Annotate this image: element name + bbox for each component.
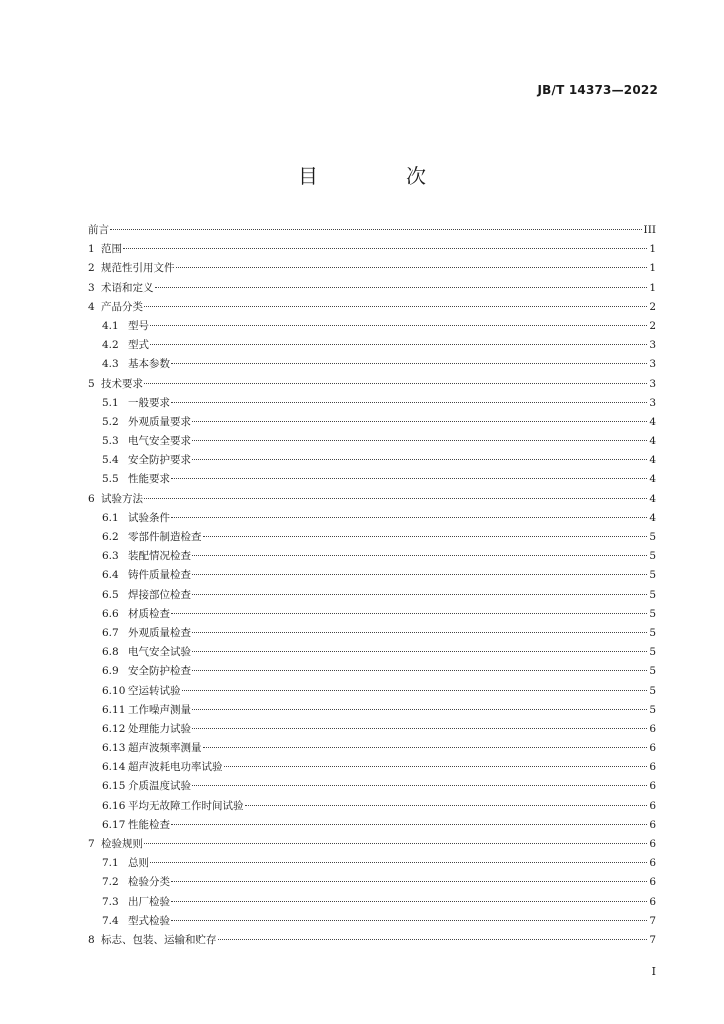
toc-entry-number: 6.6 bbox=[102, 607, 119, 620]
toc-entry[interactable] bbox=[88, 259, 656, 278]
toc-entry-title: 总则 bbox=[128, 857, 149, 870]
toc-entry-number: 8 bbox=[88, 933, 95, 946]
toc-entry[interactable] bbox=[88, 528, 656, 547]
dot-leader bbox=[155, 287, 648, 288]
toc-entry-number: 6 bbox=[88, 492, 95, 505]
toc-entry-page: 7 bbox=[649, 914, 656, 927]
toc-entry[interactable] bbox=[88, 336, 656, 355]
toc-entry-page: III bbox=[643, 224, 656, 236]
toc-entry-number: 5.1 bbox=[102, 396, 119, 409]
toc-entry[interactable] bbox=[88, 931, 656, 950]
toc-entry-title: 空运转试验 bbox=[128, 684, 181, 697]
dot-leader bbox=[218, 939, 648, 940]
toc-entry-page: 6 bbox=[649, 876, 656, 889]
toc-entry[interactable] bbox=[88, 432, 656, 451]
toc-entry[interactable] bbox=[88, 662, 656, 681]
toc-entry[interactable] bbox=[88, 317, 656, 336]
toc-entry-title: 材质检查 bbox=[128, 607, 170, 620]
toc-entry-page: 6 bbox=[649, 857, 656, 870]
toc-entry-title: 工作噪声测量 bbox=[128, 703, 191, 716]
dot-leader bbox=[192, 459, 647, 460]
toc-entry-title: 超声波耗电功率试验 bbox=[128, 761, 223, 774]
dot-leader bbox=[144, 306, 647, 307]
dot-leader bbox=[171, 613, 647, 614]
dot-leader bbox=[224, 766, 648, 767]
toc-entry-page: 5 bbox=[649, 569, 656, 582]
toc-entry-number: 4 bbox=[88, 300, 95, 313]
toc-entry[interactable] bbox=[88, 279, 656, 298]
dot-leader bbox=[176, 267, 648, 268]
toc-entry-page: 4 bbox=[649, 435, 656, 448]
toc-entry-title: 出厂检验 bbox=[128, 895, 170, 908]
toc-entry-page: 4 bbox=[649, 473, 656, 486]
dot-leader bbox=[150, 344, 647, 345]
dot-leader bbox=[192, 670, 647, 671]
toc-entry-title: 术语和定义 bbox=[101, 281, 154, 294]
toc-entry-title: 标志、包装、运输和贮存 bbox=[101, 933, 217, 946]
toc-entry-page: 5 bbox=[649, 684, 656, 697]
toc-entry[interactable] bbox=[88, 413, 656, 432]
toc-entry-title: 试验方法 bbox=[101, 492, 143, 505]
dot-leader bbox=[192, 574, 647, 575]
toc-entry-page: 5 bbox=[649, 646, 656, 659]
toc-entry-title: 产品分类 bbox=[101, 300, 143, 313]
toc-entry-number: 5 bbox=[88, 377, 95, 390]
toc-entry-number: 7 bbox=[88, 838, 95, 850]
dot-leader bbox=[192, 728, 647, 729]
toc-entry-number: 7.2 bbox=[102, 876, 119, 889]
toc-entry[interactable] bbox=[88, 394, 656, 413]
dot-leader bbox=[203, 536, 648, 537]
toc-entry-page: 3 bbox=[649, 396, 656, 409]
dot-leader bbox=[192, 632, 647, 633]
toc-entry-title: 介质温度试验 bbox=[128, 780, 191, 793]
toc-entry-page: 4 bbox=[649, 415, 656, 428]
toc-entry-number: 6.16 bbox=[102, 799, 126, 812]
dot-leader bbox=[192, 594, 647, 595]
toc-entry[interactable] bbox=[88, 509, 656, 528]
table-of-contents bbox=[88, 221, 656, 950]
toc-entry-title: 外观质量检查 bbox=[128, 626, 191, 639]
dot-leader bbox=[150, 862, 647, 863]
toc-entry-page: 6 bbox=[649, 722, 656, 735]
toc-entry-page: 6 bbox=[649, 895, 656, 908]
toc-entry-page: 3 bbox=[649, 339, 656, 352]
toc-entry-page: 6 bbox=[649, 818, 656, 831]
dot-leader bbox=[245, 805, 648, 806]
toc-entry-number: 6.7 bbox=[102, 626, 119, 639]
toc-entry[interactable] bbox=[88, 758, 656, 777]
toc-entry-page: 7 bbox=[649, 933, 656, 946]
toc-entry[interactable] bbox=[88, 298, 656, 317]
toc-entry-title: 铸件质量检查 bbox=[128, 569, 191, 582]
toc-entry-number: 4.3 bbox=[102, 358, 119, 371]
toc-entry-page: 1 bbox=[649, 281, 656, 294]
toc-entry-page: 1 bbox=[649, 262, 656, 275]
toc-entry[interactable] bbox=[88, 854, 656, 873]
toc-entry-page: 5 bbox=[649, 588, 656, 601]
toc-entry-number: 6.9 bbox=[102, 665, 119, 678]
toc-entry-page: 4 bbox=[649, 492, 656, 505]
toc-entry-number: 7.4 bbox=[102, 914, 119, 927]
toc-entry[interactable] bbox=[88, 835, 656, 854]
dot-leader bbox=[171, 517, 647, 518]
dot-leader bbox=[171, 901, 647, 902]
dot-leader bbox=[144, 498, 647, 499]
toc-entry-number: 6.10 bbox=[102, 684, 126, 697]
toc-entry[interactable] bbox=[88, 893, 656, 912]
toc-entry[interactable] bbox=[88, 739, 656, 758]
toc-entry[interactable] bbox=[88, 701, 656, 720]
dot-leader bbox=[192, 709, 647, 710]
toc-entry-title: 电气安全试验 bbox=[128, 646, 191, 659]
toc-entry-number: 6.4 bbox=[102, 569, 119, 582]
toc-entry[interactable] bbox=[88, 566, 656, 585]
toc-entry-title: 电气安全要求 bbox=[128, 435, 191, 448]
toc-entry-number: 6.1 bbox=[102, 511, 119, 524]
standard-code: JB/T 14373—2022 bbox=[537, 83, 658, 97]
page-number: I bbox=[651, 965, 656, 978]
toc-entry-page: 2 bbox=[649, 319, 656, 332]
dot-leader bbox=[171, 920, 647, 921]
toc-entry-title: 平均无故障工作时间试验 bbox=[128, 799, 244, 812]
toc-entry[interactable] bbox=[88, 451, 656, 470]
toc-entry-title: 超声波频率测量 bbox=[128, 742, 202, 755]
toc-entry[interactable] bbox=[88, 470, 656, 489]
toc-entry-page: 6 bbox=[649, 780, 656, 793]
toc-entry[interactable] bbox=[88, 624, 656, 643]
dot-leader bbox=[123, 248, 647, 249]
toc-entry-title: 安全防护要求 bbox=[128, 454, 191, 467]
dot-leader bbox=[171, 363, 647, 364]
toc-entry-page: 4 bbox=[649, 511, 656, 524]
toc-entry-title: 检验规则 bbox=[101, 838, 143, 850]
toc-entry-number: 1 bbox=[88, 243, 95, 256]
toc-entry-number: 2 bbox=[88, 262, 95, 275]
toc-entry[interactable] bbox=[88, 355, 656, 374]
toc-entry-number: 5.5 bbox=[102, 473, 119, 486]
toc-entry-title: 范围 bbox=[101, 243, 122, 256]
toc-entry-number: 5.4 bbox=[102, 454, 119, 467]
toc-entry-title: 零部件制造检查 bbox=[128, 531, 202, 543]
toc-entry-page: 4 bbox=[649, 454, 656, 467]
toc-entry-page: 5 bbox=[649, 626, 656, 639]
dot-leader bbox=[171, 881, 647, 882]
dot-leader bbox=[203, 747, 648, 748]
dot-leader bbox=[171, 478, 647, 479]
toc-entry-number: 6.12 bbox=[102, 722, 126, 735]
toc-entry-page: 5 bbox=[649, 531, 656, 543]
toc-entry-page: 3 bbox=[649, 377, 656, 390]
toc-entry-page: 3 bbox=[649, 358, 656, 371]
toc-entry-title: 型号 bbox=[128, 319, 149, 332]
dot-leader bbox=[192, 555, 647, 556]
toc-entry-title: 型式 bbox=[128, 339, 149, 352]
toc-entry-title: 基本参数 bbox=[128, 358, 170, 371]
toc-entry[interactable] bbox=[88, 375, 656, 394]
dot-leader bbox=[192, 651, 647, 652]
toc-entry-title: 前言 bbox=[88, 224, 109, 236]
toc-entry-page: 5 bbox=[649, 703, 656, 716]
toc-entry[interactable] bbox=[88, 777, 656, 796]
toc-entry-number: 4.1 bbox=[102, 319, 119, 332]
toc-entry[interactable] bbox=[88, 797, 656, 816]
toc-entry-number: 7.3 bbox=[102, 895, 119, 908]
toc-title: 目 次 bbox=[298, 164, 460, 188]
dot-leader bbox=[144, 383, 647, 384]
toc-entry-number: 7.1 bbox=[102, 857, 119, 870]
toc-entry-title: 装配情况检查 bbox=[128, 550, 191, 563]
toc-entry-number: 6.17 bbox=[102, 818, 126, 831]
toc-entry-number: 6.8 bbox=[102, 646, 119, 659]
toc-entry-page: 2 bbox=[649, 300, 656, 313]
dot-leader bbox=[110, 229, 642, 230]
toc-entry[interactable] bbox=[88, 490, 656, 509]
toc-entry-title: 型式检验 bbox=[128, 914, 170, 927]
toc-entry-title: 试验条件 bbox=[128, 511, 170, 524]
toc-entry-number: 6.3 bbox=[102, 550, 119, 563]
dot-leader bbox=[192, 785, 647, 786]
toc-entry[interactable] bbox=[88, 586, 656, 605]
dot-leader bbox=[171, 824, 647, 825]
toc-entry-page: 6 bbox=[649, 742, 656, 755]
toc-entry[interactable] bbox=[88, 873, 656, 892]
toc-entry-title: 一般要求 bbox=[128, 396, 170, 409]
toc-entry[interactable] bbox=[88, 682, 656, 701]
dot-leader bbox=[192, 440, 647, 441]
toc-entry-title: 外观质量要求 bbox=[128, 415, 191, 428]
toc-entry-number: 6.5 bbox=[102, 588, 119, 601]
toc-entry[interactable] bbox=[88, 720, 656, 739]
toc-entry-title: 技术要求 bbox=[101, 377, 143, 390]
toc-entry-title: 处理能力试验 bbox=[128, 722, 191, 735]
toc-entry-number: 6.11 bbox=[102, 703, 126, 716]
toc-entry-number: 6.2 bbox=[102, 531, 119, 543]
toc-entry-title: 安全防护检查 bbox=[128, 665, 191, 678]
dot-leader bbox=[171, 402, 647, 403]
toc-entry-title: 焊接部位检查 bbox=[128, 588, 191, 601]
toc-entry-number: 6.14 bbox=[102, 761, 126, 774]
toc-entry[interactable] bbox=[88, 605, 656, 624]
toc-entry-page: 6 bbox=[649, 838, 656, 850]
toc-entry-page: 6 bbox=[649, 799, 656, 812]
toc-entry[interactable] bbox=[88, 547, 656, 566]
toc-entry-title: 性能要求 bbox=[128, 473, 170, 486]
toc-entry[interactable] bbox=[88, 643, 656, 662]
dot-leader bbox=[144, 843, 647, 844]
toc-entry-number: 5.2 bbox=[102, 415, 119, 428]
toc-entry-page: 5 bbox=[649, 665, 656, 678]
toc-entry-number: 4.2 bbox=[102, 339, 119, 352]
toc-entry[interactable] bbox=[88, 221, 656, 240]
toc-entry-page: 5 bbox=[649, 550, 656, 563]
toc-entry[interactable] bbox=[88, 816, 656, 835]
toc-entry-number: 6.13 bbox=[102, 742, 126, 755]
dot-leader bbox=[182, 690, 648, 691]
toc-entry-title: 检验分类 bbox=[128, 876, 170, 889]
toc-entry-number: 6.15 bbox=[102, 780, 126, 793]
toc-entry[interactable] bbox=[88, 240, 656, 259]
toc-entry-number: 5.3 bbox=[102, 435, 119, 448]
toc-entry-page: 5 bbox=[649, 607, 656, 620]
toc-entry-title: 规范性引用文件 bbox=[101, 262, 175, 275]
toc-entry-title: 性能检查 bbox=[128, 818, 170, 831]
dot-leader bbox=[192, 421, 647, 422]
toc-entry-number: 3 bbox=[88, 281, 95, 294]
toc-entry-page: 6 bbox=[649, 761, 656, 774]
toc-entry-page: 1 bbox=[649, 243, 656, 256]
toc-entry[interactable] bbox=[88, 912, 656, 931]
dot-leader bbox=[150, 325, 647, 326]
